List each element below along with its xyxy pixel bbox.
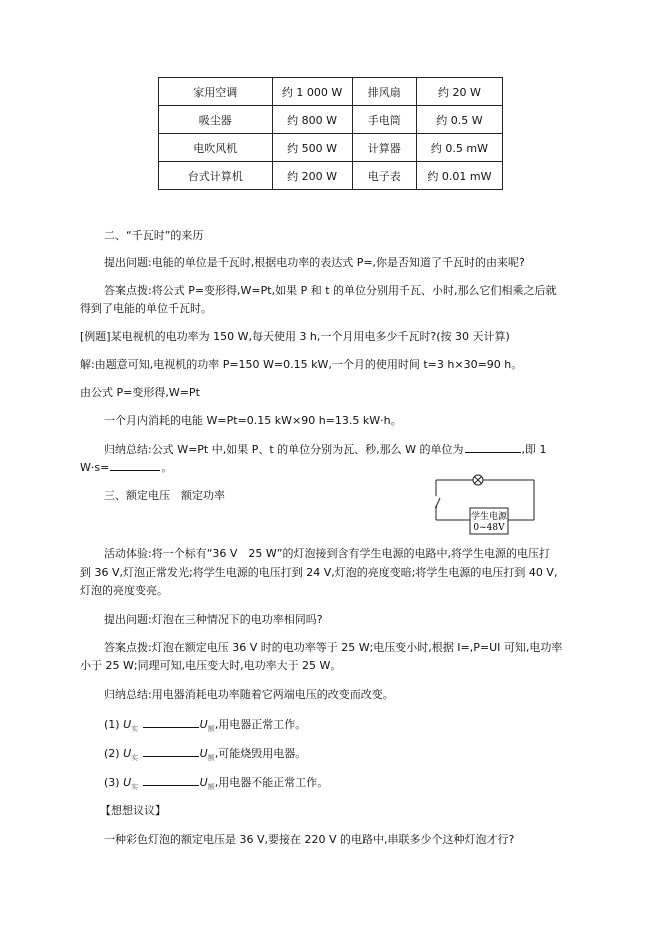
section3-summary: 归纳总结:用电器消耗电功率随着它两端电压的改变而改变。: [104, 688, 394, 701]
circuit-diagram: [430, 466, 540, 536]
power-supply-label: 学生电源: [470, 512, 508, 522]
condition-item: [104, 746, 306, 765]
item-tail: ,用电器正常工作。: [214, 718, 307, 731]
subscript-rated: 额: [207, 725, 215, 734]
fill-blank[interactable]: [143, 717, 199, 728]
voltage-symbol: U: [199, 718, 208, 731]
subscript-actual: 实: [131, 725, 139, 734]
table-cell: 家用空调: [159, 78, 273, 106]
table-cell: 约 0.5 W: [416, 106, 502, 134]
table-row: [159, 78, 503, 106]
section2-heading: 二、“千瓦时”的来历: [104, 229, 204, 242]
summary-text: 。: [161, 461, 173, 474]
item-tail: ,用电器不能正常工作。: [214, 776, 329, 789]
item-tail: ,可能烧毁用电器。: [214, 747, 307, 760]
condition-item: [104, 775, 328, 794]
subscript-rated: 额: [207, 754, 215, 763]
voltage-symbol: U: [123, 747, 132, 760]
section2-question: 提出问题:电能的单位是千瓦时,根据电功率的表达式 P=,你是否知道了千瓦时的由来呢?: [104, 256, 525, 269]
voltage-symbol: U: [123, 718, 132, 731]
section3-hint-line1: 答案点拨:灯泡在额定电压 36 V 时的电功率等于 25 W;电压变小时,根据 I=,P=UI 可知,电功率: [104, 641, 563, 654]
fill-blank[interactable]: [143, 746, 199, 757]
solution-line2: 由公式 P=变形得,W=Pt: [80, 386, 200, 399]
table-cell: 排风扇: [352, 78, 416, 106]
item-number: (2): [104, 747, 120, 760]
table-cell: 约 200 W: [272, 162, 352, 190]
table-cell: 约 1 000 W: [272, 78, 352, 106]
discussion-heading: 【想想议议】: [100, 804, 166, 817]
table-cell: 约 0.5 mW: [416, 134, 502, 162]
condition-item: [104, 717, 306, 736]
fill-blank[interactable]: [465, 442, 521, 453]
switch-icon: [435, 498, 440, 508]
power-supply-range: 0~48V: [473, 523, 505, 533]
power-table: [158, 77, 503, 190]
table-cell: 吸尘器: [159, 106, 273, 134]
fill-blank[interactable]: [143, 775, 199, 786]
voltage-symbol: U: [123, 776, 132, 789]
table-cell: 计算器: [352, 134, 416, 162]
table-cell: 台式计算机: [159, 162, 273, 190]
section3-hint-line2: 小于 25 W;同理可知,电压变大时,电功率大于 25 W。: [80, 659, 342, 672]
activity-line1: 活动体验:将一个标有“36 V 25 W”的灯泡接到含有学生电源的电路中,将学生电源的电压打: [104, 547, 550, 560]
subscript-actual: 实: [131, 783, 139, 792]
summary-text: 归纳总结:公式 W=Pt 中,如果 P、t 的单位分别为瓦、秒,那么 W 的单位为: [104, 443, 464, 456]
summary-line2: [80, 460, 172, 475]
fill-blank[interactable]: [110, 460, 160, 471]
table-cell: 电子表: [352, 162, 416, 190]
section2-hint-line1: 答案点拨:将公式 P=变形得,W=Pt,如果 P 和 t 的单位分别用千瓦、小时,那么它们相乘之后就: [104, 284, 557, 297]
table-cell: 约 800 W: [272, 106, 352, 134]
table-cell: 电吹风机: [159, 134, 273, 162]
item-number: (3): [104, 776, 120, 789]
table-row: [159, 134, 503, 162]
example-problem: [例题]某电视机的电功率为 150 W,每天使用 3 h,一个月用电多少千瓦时?(按 30 天计算): [80, 330, 510, 343]
table-cell: 约 500 W: [272, 134, 352, 162]
table-row: [159, 106, 503, 134]
table-cell: 手电筒: [352, 106, 416, 134]
summary-text: W·s=: [80, 461, 110, 474]
solution-line1: 解:由题意可知,电视机的功率 P=150 W=0.15 kW,一个月的使用时间 t=3 h×30=90 h。: [80, 358, 523, 371]
section2-hint-line2: 得到了电能的单位千瓦时。: [80, 302, 212, 315]
voltage-symbol: U: [199, 776, 208, 789]
subscript-rated: 额: [207, 783, 215, 792]
item-number: (1): [104, 718, 120, 731]
activity-line3: 灯泡的亮度变亮。: [80, 584, 168, 597]
lamp-icon: [473, 475, 483, 485]
summary-text: ,即 1: [521, 443, 547, 456]
discussion-question: 一种彩色灯泡的额定电压是 36 V,要接在 220 V 的电路中,串联多少个这种灯泡才行?: [104, 833, 515, 846]
summary-line1: [104, 442, 547, 457]
table-cell: 约 20 W: [416, 78, 502, 106]
solution-line3: 一个月内消耗的电能 W=Pt=0.15 kW×90 h=13.5 kW·h。: [104, 414, 402, 427]
section3-heading: 三、额定电压 额定功率: [104, 489, 225, 502]
subscript-actual: 实: [131, 754, 139, 763]
table-cell: 约 0.01 mW: [416, 162, 502, 190]
voltage-symbol: U: [199, 747, 208, 760]
activity-line2: 到 36 V,灯泡正常发光;将学生电源的电压打到 24 V,灯泡的亮度变暗;将学生电源的电压打到 40 V,: [80, 566, 558, 579]
table-row: [159, 162, 503, 190]
section3-question: 提出问题:灯泡在三种情况下的电功率相同吗?: [104, 613, 323, 626]
